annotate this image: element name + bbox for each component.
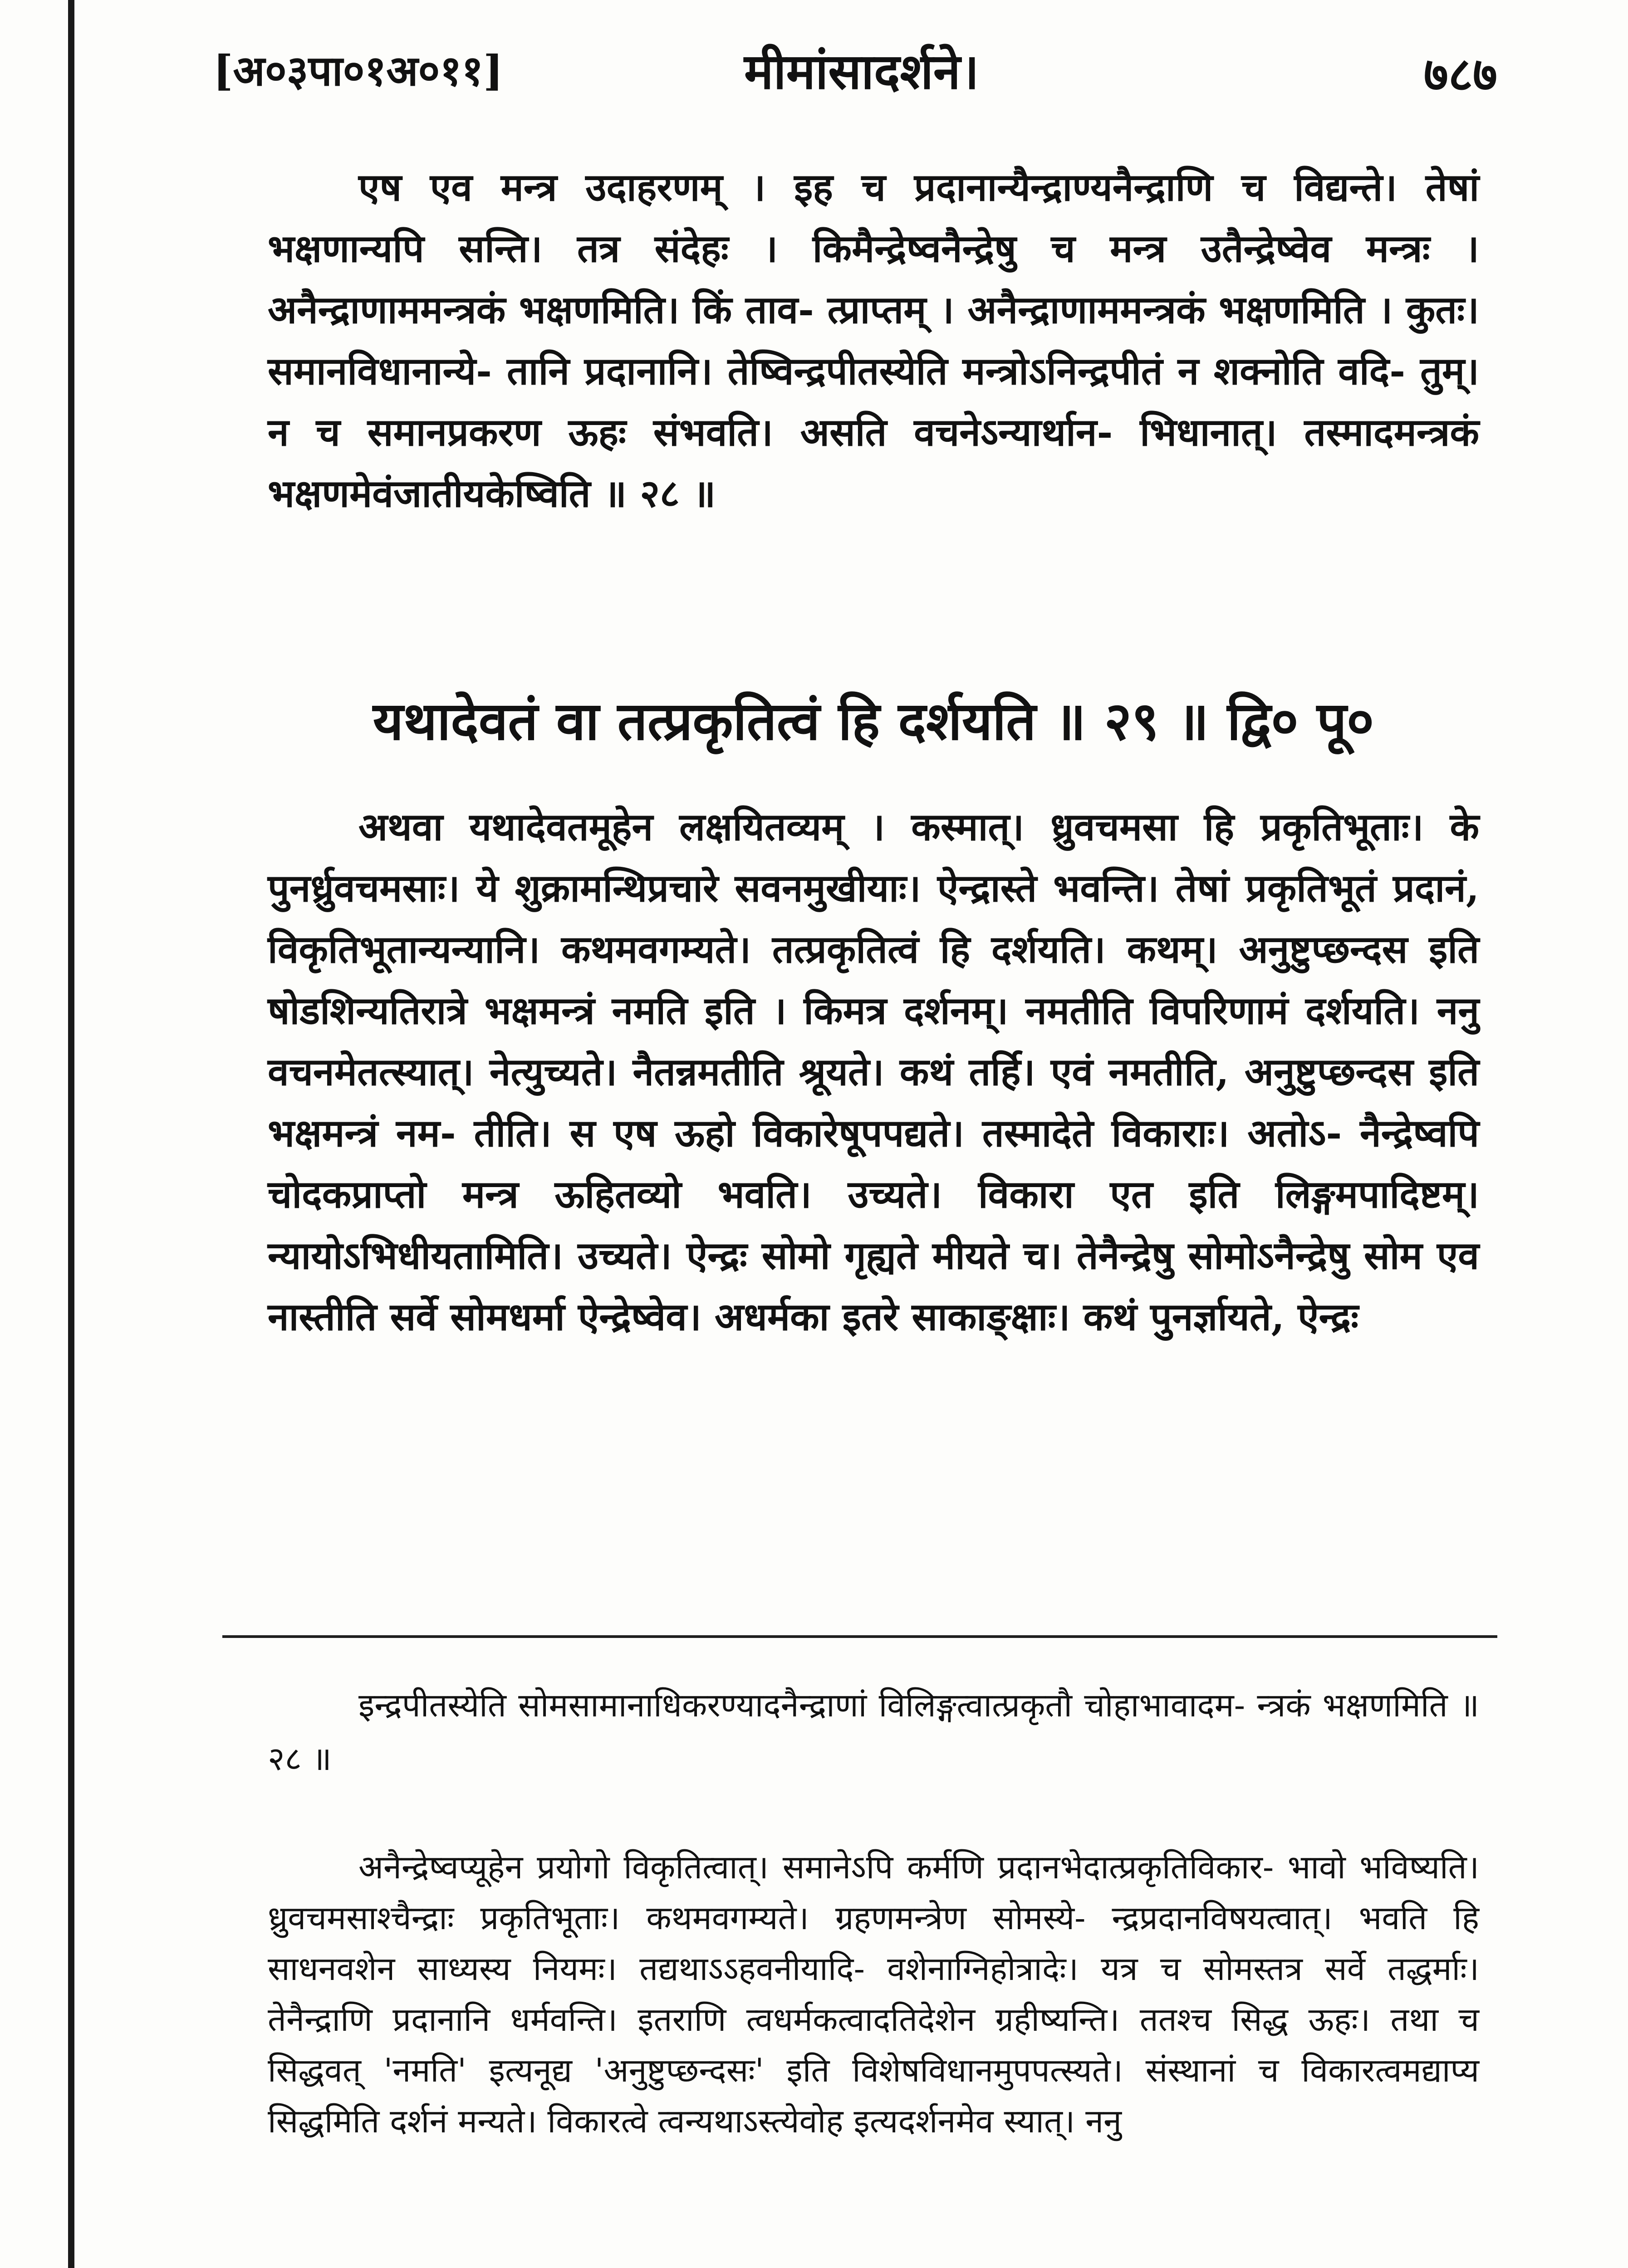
commentary-block [268,796,1479,1347]
footnote-1-text: इन्द्रपीतस्येति सोमसामानाधिकरण्यादनैन्द्राणां विलिङ्गत्वात्प्रकृतौ चोहाभावादम- न्त्रकं भक्षणमिति ॥ २८ ॥ [268,1686,1479,1778]
footnote-divider [222,1635,1497,1638]
paragraph-2: अथवा यथादेवतमूहेन लक्षयितव्यम् । कस्मात्। ध्रुवचमसा हि प्रकृतिभूताः। के पुनर्ध्रुवचमसाः। ये शुक्रामन्थिप्रचारे सवनमुखीयाः। ऐन्द्रास्ते भवन्ति। तेषां प्रकृतिभूतं प्रदानं, विकृतिभूतान्यन्यानि। कथमवगम्यते। तत्प्रकृतित्वं हि दर्शयति। कथम्। अनुष्टुप्छन्दस इति षोडशिन्यतिरात्रे भक्षमन्त्रं नमति इति । किमत्र दर्शनम्। नमतीति विपरिणामं दर्शयति। ननु वचनमेतत्स्यात्। नेत्युच्यते। नैतन्नमतीति श्रूयते। कथं तर्हि। एवं नमतीति, अनुष्टुप्छन्दस इति भक्षमन्त्रं नम- तीति। स एष ऊहो विकारेषूपपद्यते। तस्मादेते विकाराः। अतोऽ- नैन्द्रेष्वपि चोदकप्राप्तो मन्त्र ऊहितव्यो भवति। उच्यते। विकारा एत इति लिङ्गमपादिष्टम्। न्यायोऽभिधीयतामिति। उच्यते। ऐन्द्रः सोमो गृह्यते मीयते च। तेनैन्द्रेषु सोमोऽनैन्द्रेषु सोम एव नास्तीति सर्वे सोमधर्मा ऐन्द्रेष्वेव। अधर्मका इतरे साकाङ्क्षाः। कथं पुनर्ज्ञायते, ऐन्द्रः [268,804,1479,1339]
page-number: ७८७ [1423,46,1497,102]
running-header [213,32,1497,109]
footnote-1 [268,1678,1479,1785]
sutra-heading: यथादेवतं वा तत्प्रकृतित्वं हि दर्शयति ॥ २९ ॥ द्वि० पू० [373,690,1374,752]
binding-edge [68,0,74,2268]
footnote-2 [268,1842,1479,2146]
main-text-block [268,156,1479,524]
paragraph-1: एष एव मन्त्र उदाहरणम् । इह च प्रदानान्यैन्द्राण्यनैन्द्राणि च विद्यन्ते। तेषां भक्षणान्यपि सन्ति। तत्र संदेहः । किमैन्द्रेष्वनैन्द्रेषु च मन्त्र उतैन्द्रेष्वेव मन्त्रः । अनैन्द्राणाममन्त्रकं भक्षणमिति। किं ताव- त्प्राप्तम् । अनैन्द्राणाममन्त्रकं भक्षणमिति । कुतः। समानविधानान्ये- तानि प्रदानानि। तेष्विन्द्रपीतस्येति मन्त्रोऽनिन्द्रपीतं न शक्नोति वदि- तुम्। न च समानप्रकरण ऊहः संभवति। असति वचनेऽन्यार्थान- भिधानात्। तस्मादमन्त्रकं भक्षणमेवंजातीयकेष्विति ॥ २८ ॥ [268,165,1479,516]
book-title: मीमांसादर्शने। [744,43,979,100]
section-reference: [अ०३पा०१अ०११] [213,46,503,95]
footnote-2-text: अनैन्द्रेष्वप्यूहेन प्रयोगो विकृतित्वात्। समानेऽपि कर्मणि प्रदानभेदात्प्रकृतिविकार- भावो भविष्यति। ध्रुवचमसाश्चैन्द्राः प्रकृतिभूताः। कथमवगम्यते। ग्रहणमन्त्रेण सोमस्ये- न्द्रप्रदानविषयत्वात्। भवति हि साधनवशेन साध्यस्य नियमः। तद्यथाऽऽहवनीयादि- वशेनाग्निहोत्रादेः। यत्र च सोमस्तत्र सर्वे तद्धर्माः। तेनैन्द्राणि प्रदानानि धर्मवन्ति। इतराणि त्वधर्मकत्वादतिदेशेन ग्रहीष्यन्ति। ततश्च सिद्ध ऊहः। तथा च सिद्धवत् 'नमति' इत्यनूद्य 'अनुष्टुप्छन्दसः' इति विशेषविधानमुपपत्स्यते। संस्थानां च विकारत्वमद्याप्य सिद्धमिति दर्शनं मन्यते। विकारत्वे त्वन्यथाऽस्त्येवोह इत्यदर्शनमेव स्यात्। ननु [268,1848,1479,2140]
